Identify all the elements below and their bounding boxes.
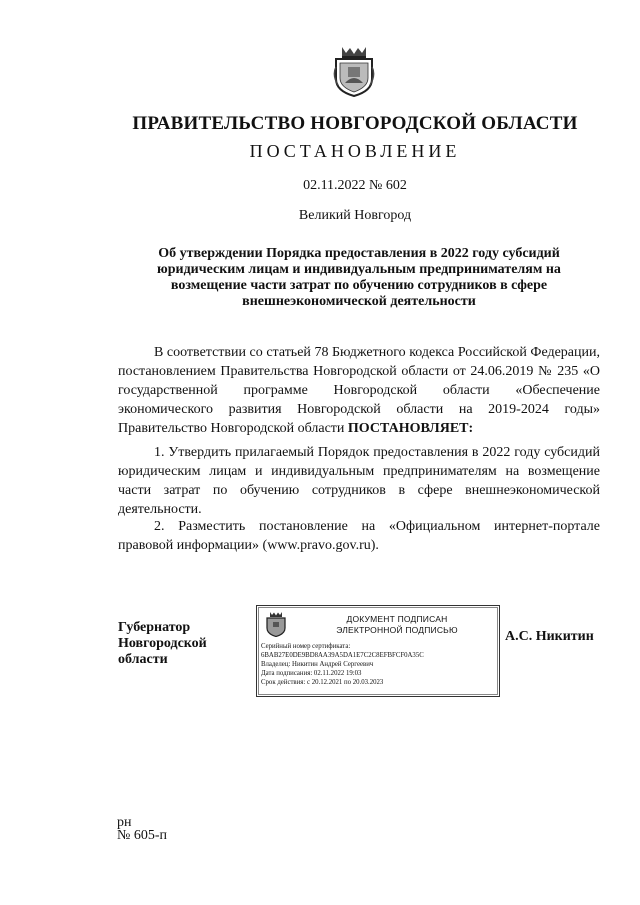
subject-line: возмещение части затрат по обучению сотрудников в сфере [170, 278, 548, 293]
stamp-cert-value: 6BAB27E0DE9BD8AA39A5DA1E7C2C8EFBFCF0A35C [261, 652, 424, 659]
document-city: Великий Новгород [298, 208, 412, 223]
reference-number: № 605-п [117, 828, 168, 843]
document-date-number: 02.11.2022 № 602 [303, 178, 407, 193]
subject-line: Об утверждении Порядка предоставления в 2022 году субсидий [158, 246, 560, 261]
government-title: ПРАВИТЕЛЬСТВО НОВГОРОДСКОЙ ОБЛАСТИ [132, 113, 578, 134]
stamp-owner: Владелец: Никитин Андрей Сергеевич [261, 661, 374, 668]
document-subject [118, 246, 600, 310]
coat-of-arms-emblem [332, 45, 376, 97]
decree-item-2: 2. Разместить постановление на «Официальном интернет-портале правовой информации» (www.pravo.gov.ru). [118, 519, 600, 553]
decree-item-1: 1. Утвердить прилагаемый Порядок предоставления в 2022 году субсидий юридическим лицам и индивидуальным предпринимателям на возмещение части затрат по обучению сотрудников в сфере внешнеэкономической деятельности. [118, 445, 600, 517]
stamp-title-line: ЭЛЕКТРОННОЙ ПОДПИСЬЮ [336, 625, 458, 635]
subject-line: внешнеэкономической деятельности [242, 294, 476, 309]
stamp-title [297, 614, 497, 636]
stamp-emblem-icon [265, 611, 287, 637]
document-reference [117, 816, 167, 842]
document-type: ПОСТАНОВЛЕНИЕ [249, 141, 461, 161]
stamp-cert-label: Серийный номер сертификата: [261, 643, 351, 650]
preamble-text: В соответствии со статьей 78 Бюджетного кодекса Российской Федерации, постановлением Правительства Новгородской области от 24.06.2019 № 235 «О государственной программе Новгородской области «Обеспечение экономического развития Новгородской области на 2019-2024 годы» Правительство Новгородской области [118, 345, 600, 436]
signer-position [118, 620, 258, 668]
subject-line: юридическим лицам и индивидуальным предпринимателям на [157, 262, 561, 277]
position-line: Новгородской области [118, 636, 207, 667]
stamp-signed-date: Дата подписания: 02.11.2022 19:03 [261, 670, 362, 677]
initials: рн [117, 815, 132, 830]
position-line: Губернатор [118, 620, 191, 635]
stamp-validity: Срок действия: с 20.12.2021 по 20.03.2023 [261, 679, 384, 686]
decree-word: ПОСТАНОВЛЯЕТ: [347, 421, 474, 436]
stamp-title-line: ДОКУМЕНТ ПОДПИСАН [346, 614, 448, 624]
signer-name: А.С. Никитин [505, 629, 594, 644]
preamble-paragraph [118, 343, 600, 438]
